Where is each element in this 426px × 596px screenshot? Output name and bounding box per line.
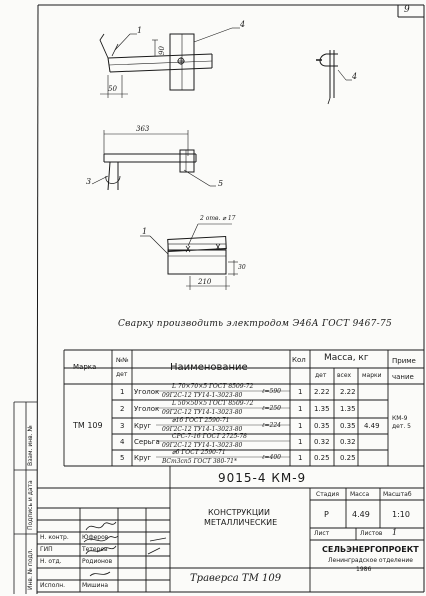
role-label: Исполн. <box>40 582 66 589</box>
role-name: Родионов <box>82 558 113 565</box>
header-mark: Марка <box>73 363 97 371</box>
dim-label: 50 <box>108 85 117 93</box>
org-branch: Ленинградское отделение <box>328 557 413 564</box>
role-name: Мишина <box>82 582 109 589</box>
header-qty: Кол <box>292 356 306 364</box>
header-mass-mark: марки <box>362 372 382 379</box>
header-mass-det: дет <box>315 372 327 379</box>
sheets-value: 1 <box>392 528 398 537</box>
mass-value: 4.49 <box>352 510 370 519</box>
header-mass: Масса, кг <box>324 353 369 363</box>
stage-value: Р <box>324 510 329 519</box>
position-label: 3 <box>86 177 92 186</box>
title-line-1: КОНСТРУКЦИИ <box>208 508 271 517</box>
stamp-inv-no: Инв. № подл. <box>27 548 34 590</box>
weld-note: Сварку производить электродом Э46А ГОСТ 9467-75 <box>118 319 393 329</box>
role-label: Н. отд. <box>40 558 62 565</box>
header-det: дет <box>116 371 128 378</box>
header-nn: №№ <box>116 357 129 364</box>
plan-view <box>92 130 216 190</box>
document-code: 9015-4 КМ-9 <box>218 471 307 485</box>
note-cell: КМ-9 <box>392 415 408 422</box>
position-label: 5 <box>218 179 224 188</box>
role-name: Тетерев <box>82 546 108 553</box>
note-cell-2: дет. 5 <box>392 423 411 430</box>
role-label: ГИП <box>40 546 53 553</box>
mass-label: Масса <box>350 491 370 498</box>
position-label: 4 <box>352 72 358 81</box>
mark-cell: ТМ 109 <box>73 421 103 430</box>
title-line-2: МЕТАЛЛИЧЕСКИЕ <box>204 518 278 527</box>
mark-mass-cell: 4.49 <box>364 422 380 430</box>
scale-value: 1:10 <box>392 510 410 519</box>
header-note: Приме <box>392 357 416 365</box>
part-name: Траверса ТМ 109 <box>190 573 282 584</box>
header-mass-total: всех <box>337 372 352 379</box>
shackle-detail <box>316 50 352 104</box>
header-note-2: чание <box>392 373 414 381</box>
org-name: СЕЛЬЭНЕРГОПРОЕКТ <box>322 545 419 554</box>
top-view <box>100 28 240 98</box>
role-name: Юферов <box>82 534 109 541</box>
org-year: 1986 <box>356 566 372 573</box>
dim-label: 30 <box>238 264 246 271</box>
header-name: Наименование <box>170 362 248 373</box>
stamp-replace-inv: Взам. инв. № <box>27 425 34 466</box>
position-label: 1 <box>137 26 143 35</box>
position-label: 4 <box>240 20 246 29</box>
dim-label: 363 <box>136 125 150 133</box>
frame-left-line <box>37 5 38 594</box>
part-view <box>140 224 238 290</box>
sheets-label: Листов <box>360 530 383 537</box>
dim-label: 90 <box>158 46 166 55</box>
scale-label: Масштаб <box>383 491 412 498</box>
sheet-label: Лист <box>314 530 330 537</box>
stage-label: Стадия <box>316 491 340 498</box>
role-label: Н. контр. <box>40 534 69 541</box>
hole-note: 2 отв. ⌀ 17 <box>200 215 236 222</box>
sheet-number: 9 <box>404 5 410 15</box>
dim-label: 210 <box>198 278 212 286</box>
position-label: 1 <box>142 227 148 236</box>
stamp-signature-date: Подпись и дата <box>27 480 34 530</box>
